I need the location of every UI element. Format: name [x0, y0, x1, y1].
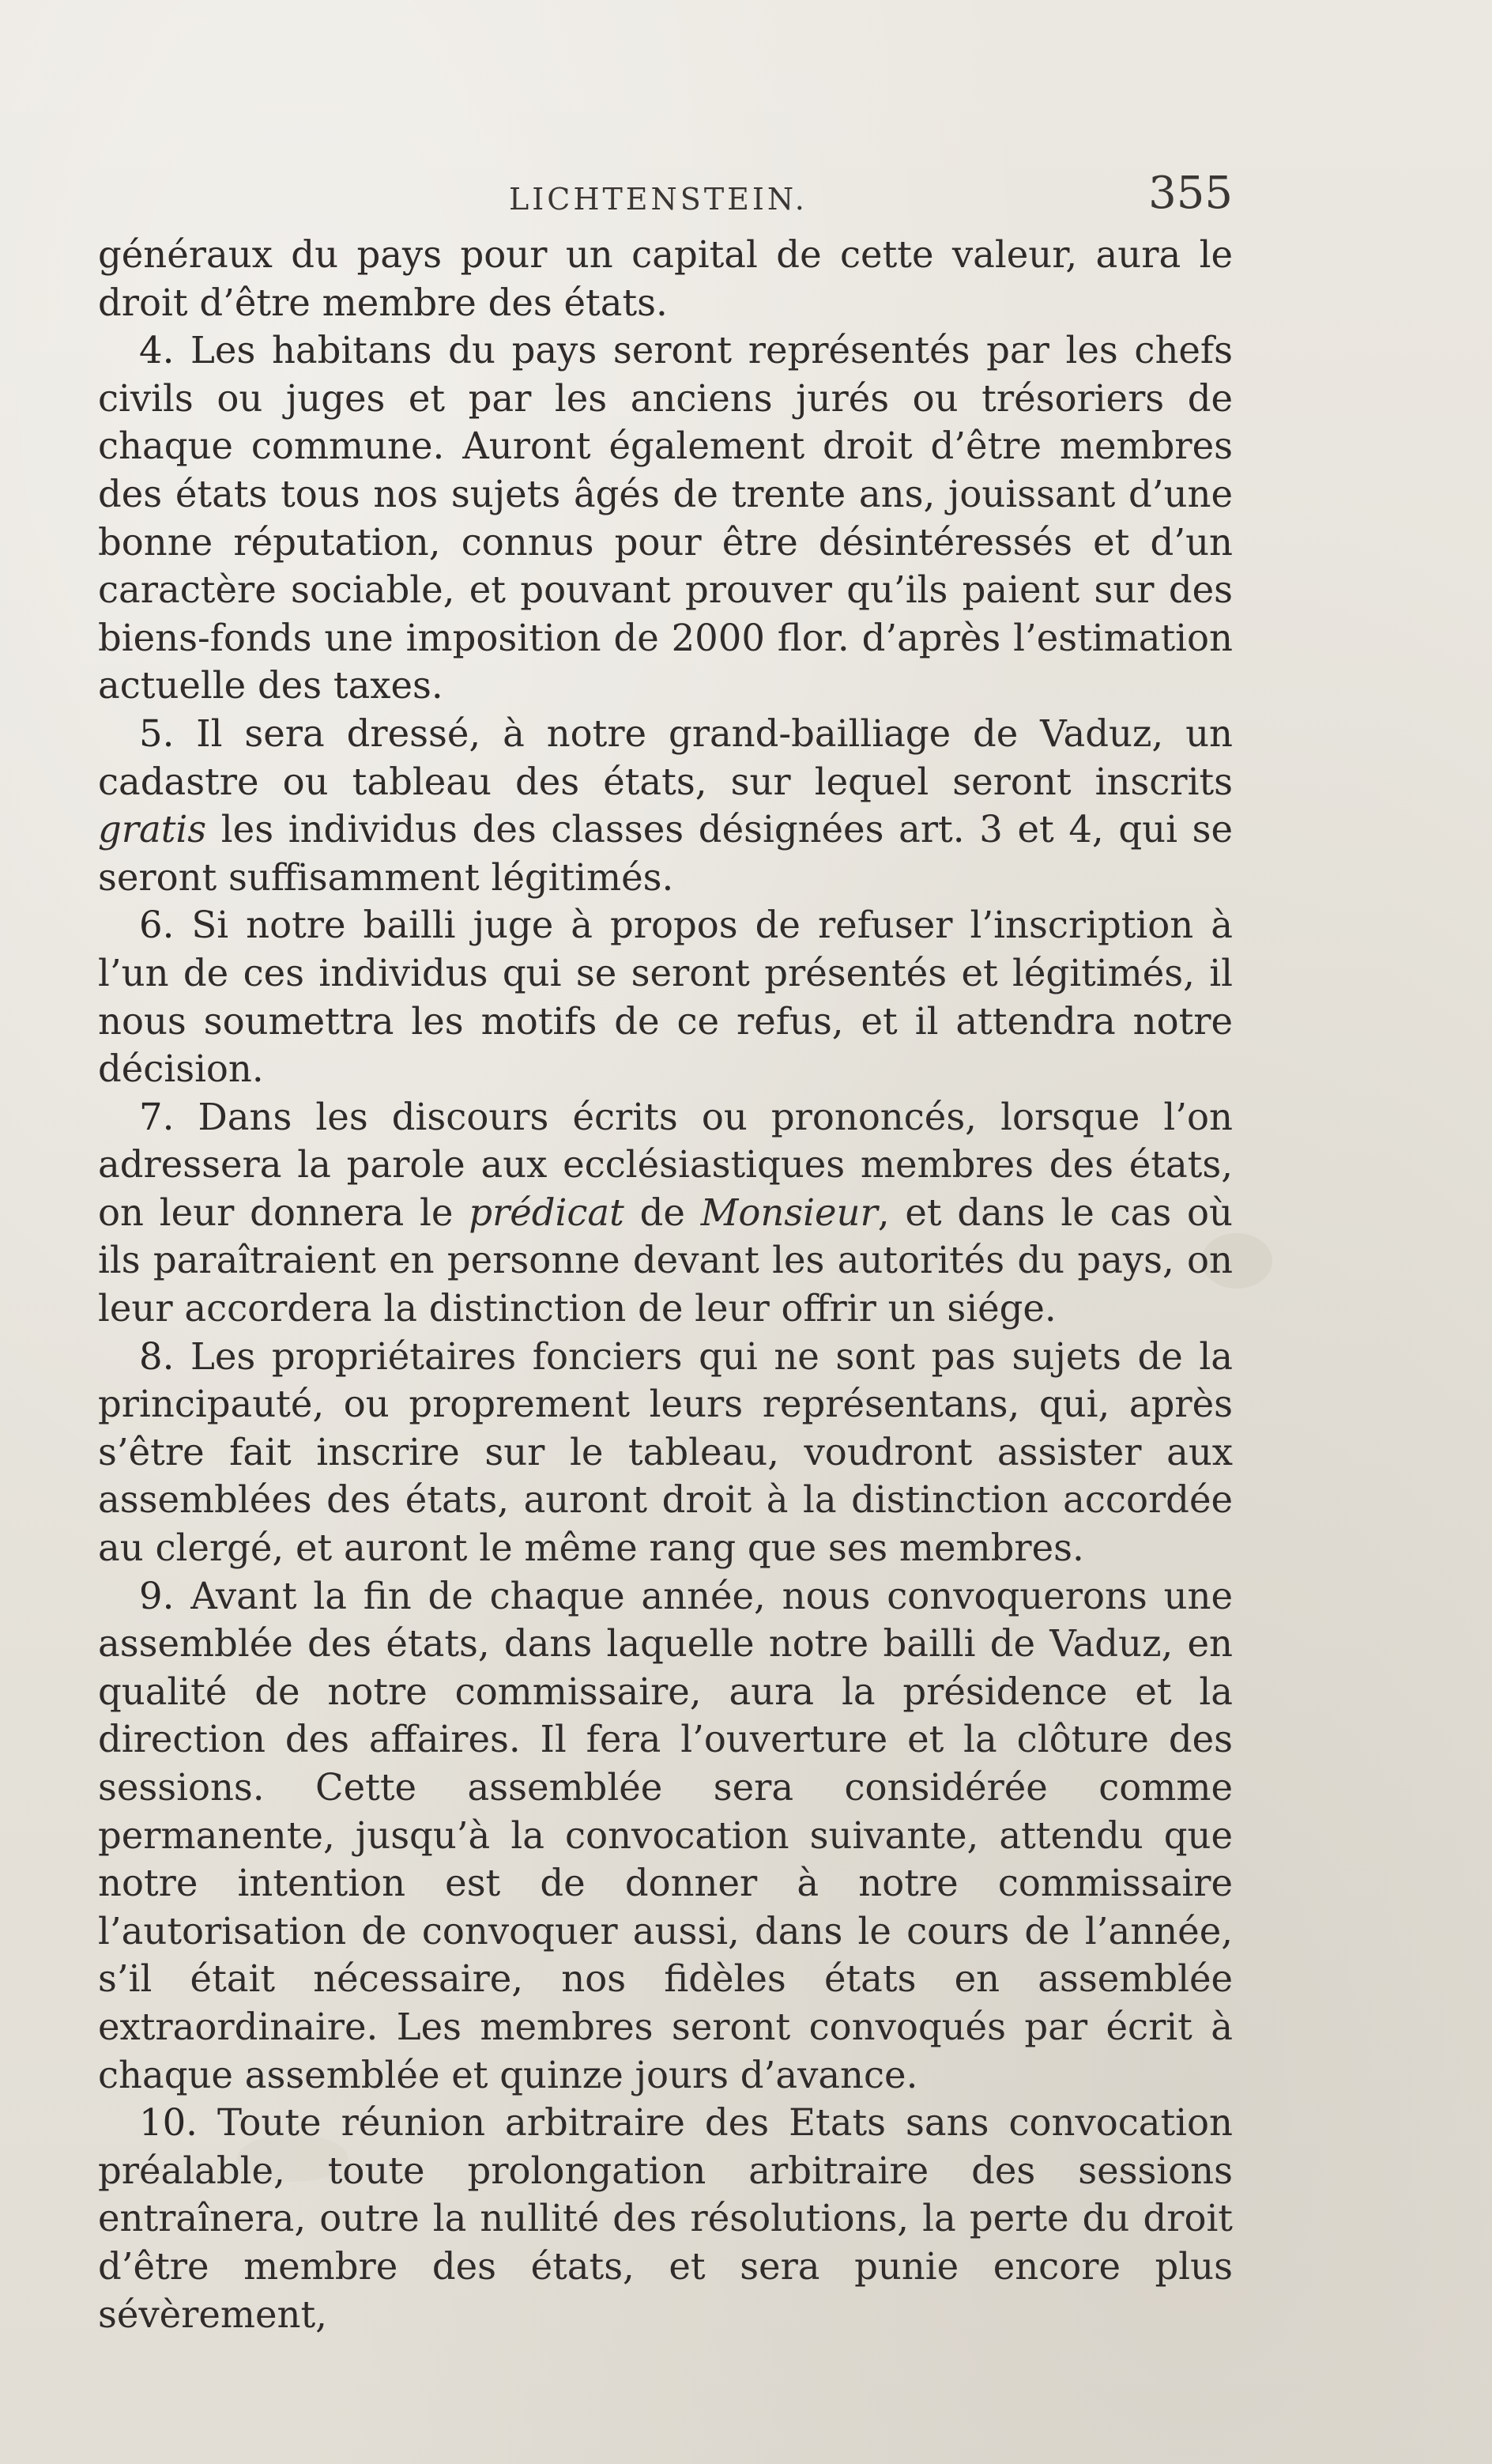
article-6 — [98, 901, 1233, 1092]
article-number: 7. — [139, 1095, 175, 1138]
article-number: 4. — [139, 329, 175, 372]
italic-term-gratis: gratis — [98, 808, 207, 851]
paragraph-text: Avant la fin de chaque année, nous convoquerons une assemblée des états, dans laquelle notre bailli de Vaduz, en qualité de notre commissaire, aura la présidence et la direction des affaires. Il fera l’ouverture et la clôture des sessions. Cette assemblée sera considérée comme permanente, jusqu’à la convocation suivante, attendu que notre intention est de donner à notre commissaire l’autorisation de convoquer aussi, dans le cours de l’année, s’il était nécessaire, nos fidèles états en assemblée extraordinaire. Les membres seront convoqués par écrit à chaque assemblée et quinze jours d’avance. — [98, 1574, 1233, 2096]
paragraph-continuation — [98, 231, 1233, 326]
paragraph-text: Les propriétaires fonciers qui ne sont pas sujets de la principauté, ou proprement leurs représentans, qui, après s’être fait inscrire sur le tableau, voudront assister aux assemblées des états, auront droit à la distinction accordée au clergé, et auront le même rang que ses membres. — [98, 1334, 1233, 1570]
article-7 — [98, 1093, 1233, 1333]
article-4 — [98, 326, 1233, 710]
paragraph-text: les individus des classes désignées art. 3 et 4, qui se seront suffisamment légitimés. — [98, 808, 1233, 899]
paragraph-text: généraux du pays pour un capital de cette valeur, aura le droit d’être membre des états. — [98, 233, 1233, 324]
italic-term-monsieur: Monsieur — [700, 1190, 878, 1234]
article-number: 5. — [139, 711, 175, 755]
article-5 — [98, 710, 1233, 901]
paragraph-text: , et dans le cas où ils paraîtraient en personne devant les autorités du pays, on leur accordera la distinction de leur offrir un siége. — [98, 1190, 1233, 1330]
paragraph-text: Il sera dressé, à notre grand-bailliage de Vaduz, un cadastre ou tableau des états, sur lequel seront inscrits — [98, 711, 1233, 803]
article-number: 6. — [139, 904, 175, 947]
page-header — [98, 168, 1233, 223]
paragraph-text: Toute réunion arbitraire des Etats sans convocation préalable, toute prolongation arbitraire des sessions entraînera, outre la nullité des résolutions, la perte du droit d’être membre des états, et sera punie encore plus sévèrement, — [98, 2101, 1233, 2336]
page-number: 355 — [1148, 168, 1233, 219]
article-number: 9. — [139, 1574, 175, 1617]
paragraph-text: Si notre bailli juge à propos de refuser l’inscription à l’un de ces individus qui se seront présentés et légitimés, il nous soumettra les motifs de ce refus, et il attendra notre décision. — [98, 904, 1233, 1091]
article-number: 10. — [139, 2101, 198, 2145]
paragraph-text: de — [624, 1190, 701, 1234]
paragraph-text: Les habitans du pays seront représentés par les chefs civils ou juges et par les anciens jurés ou trésoriers de chaque commune. Auront également droit d’être membres des états tous nos sujets âgés de trente ans, jouissant d’une bonne réputation, connus pour être désintéressés et d’un caractère sociable, et pouvant prouver qu’ils paient sur des biens-fonds une imposition de 2000 flor. d’après l’estimation actuelle des taxes. — [98, 329, 1233, 708]
paragraph-text: Dans les discours écrits ou prononcés, lorsque l’on adressera la parole aux ecclésiastiques membres des états, on leur donnera le — [98, 1095, 1233, 1234]
body-text — [98, 231, 1233, 2338]
italic-term-predicat: prédicat — [469, 1190, 624, 1234]
article-9 — [98, 1572, 1233, 2100]
article-8 — [98, 1333, 1233, 1572]
running-head: LICHTENSTEIN. — [509, 182, 808, 217]
article-number: 8. — [139, 1334, 175, 1378]
article-10 — [98, 2099, 1233, 2338]
